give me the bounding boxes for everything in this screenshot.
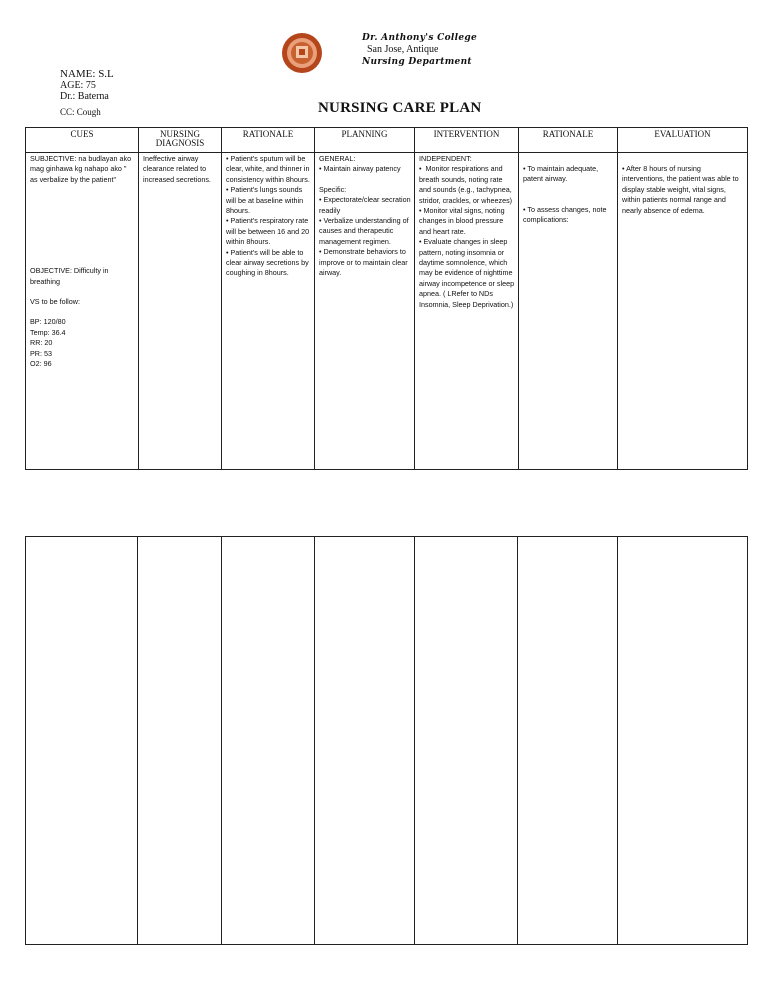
- vs-heading: VS to be follow:: [30, 297, 80, 307]
- vital-pr: PR: 53: [30, 348, 52, 358]
- patient-name: NAME: S.L: [60, 68, 114, 80]
- rationale-2-cell: [519, 153, 618, 470]
- blank-cell: [315, 537, 415, 945]
- blank-cell: [618, 537, 748, 945]
- col-header-intervention: INTERVENTION: [415, 128, 519, 153]
- table-row: [26, 153, 748, 470]
- cues-subjective: SUBJECTIVE: na budlayan ako mag ginhawa kg nahapo ako " as verbalize by the patient": [30, 154, 134, 184]
- planning-specific: • Expectorate/clear secration readily • Verbalize understanding of causes and therapeutic management regimen. • Demonstrate behaviors to improve or to maintain clear airway.: [319, 195, 411, 278]
- planning-specific-label: Specific:: [319, 184, 347, 194]
- col-header-planning: PLANNING: [315, 128, 415, 153]
- patient-doctor: Dr.: Baterna: [60, 91, 109, 102]
- table-row: [26, 537, 748, 945]
- cues-cell: [26, 153, 139, 470]
- blank-cell: [415, 537, 518, 945]
- col-header-rationale: RATIONALE: [222, 128, 315, 153]
- patient-age: AGE: 75: [60, 80, 96, 91]
- col-header-cues: CUES: [26, 128, 139, 153]
- planning-general-label: GENERAL:: [319, 154, 356, 163]
- intervention-label: INDEPENDENT:: [419, 154, 472, 163]
- evaluation-cell: [618, 153, 748, 470]
- blank-care-plan-table: [25, 536, 748, 945]
- page-title: NURSING CARE PLAN: [318, 100, 482, 116]
- care-plan-table: [25, 127, 748, 470]
- blank-cell: [26, 537, 138, 945]
- col-header-rationale-2: RATIONALE: [519, 128, 618, 153]
- college-department: Nursing Department: [362, 57, 472, 67]
- chief-complaint: CC: Cough: [60, 107, 101, 117]
- diagnosis-cell: Ineffective airway clearance related to increased secretions.: [139, 153, 222, 470]
- patient-info: [60, 69, 114, 102]
- col-header-diagnosis: NURSING DIAGNOSIS: [139, 128, 222, 153]
- blank-cell: [138, 537, 222, 945]
- vital-o2: O2: 96: [30, 359, 52, 369]
- cues-objective: OBJECTIVE: Difficulty in breathing: [30, 266, 111, 286]
- college-name: Dr. Anthony's College: [362, 33, 477, 43]
- rationale-cell: • Patient's sputum will be clear, white, and thinner in consistency within 8hours. • Patient's lungs sounds will be at baseline within 8hours. • Patient's respiratory rate will be between 16 and 20 within 8hours. • Patient's will be able to clear airway secretions by coughing in 8hours.: [222, 153, 315, 470]
- blank-cell: [222, 537, 315, 945]
- intervention-text: • Monitor respirations and breath sounds, noting rate and sounds (e.g., tachypnea, stridor, crackles, or wheezes) • Monitor vital signs, noting changes in blood pressure and heart rate. • Evaluate changes in sleep pattern, noting insomnia or daytime somnolence, which may be evidence of nighttime airway incompetence or sleep apnea. ( LRefer to NDs Insomnia, Sleep Deprivation.): [419, 164, 515, 309]
- table-header-row: [26, 128, 748, 153]
- planning-cell: [315, 153, 415, 470]
- rationale-2a: • To maintain adequate, patent airway.: [523, 164, 601, 184]
- planning-general: • Maintain airway patency: [319, 164, 401, 174]
- col-header-evaluation: EVALUATION: [618, 128, 748, 153]
- vital-rr: RR: 20: [30, 338, 53, 348]
- blank-cell: [518, 537, 618, 945]
- college-seal-icon: [281, 32, 323, 74]
- evaluation-text: • After 8 hours of nursing interventions, the patient was able to display stable weight, vital signs, within patients normal range and nearly absence of edema.: [622, 164, 741, 215]
- college-location: San Jose, Antique: [367, 44, 439, 55]
- rationale-2b: • To assess changes, note complications:: [523, 204, 609, 225]
- vital-temp: Temp: 36.4: [30, 327, 66, 337]
- intervention-cell: [415, 153, 519, 470]
- college-header: [362, 32, 562, 68]
- vital-bp: BP: 120/80: [30, 317, 66, 327]
